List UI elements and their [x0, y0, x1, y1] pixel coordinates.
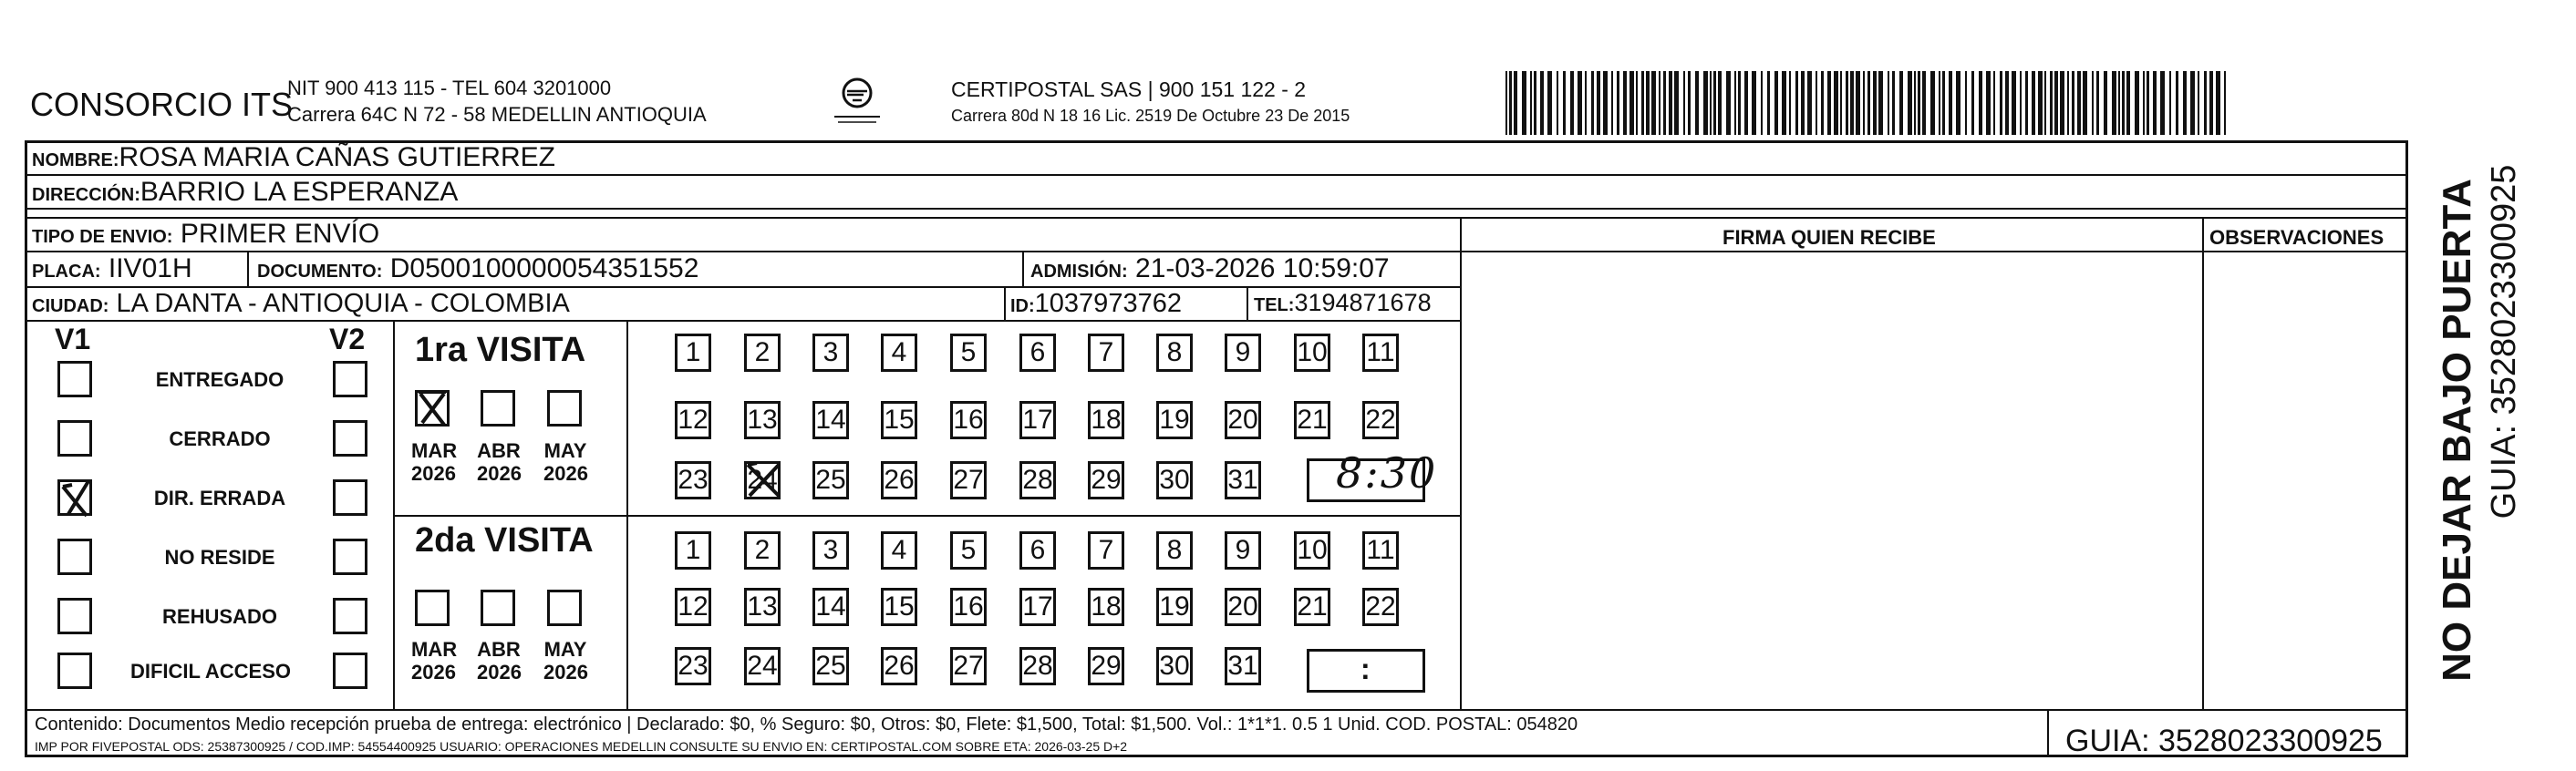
- month-checkbox[interactable]: [547, 390, 582, 427]
- barcode-bar: [1939, 71, 1940, 135]
- barcode-bar: [1663, 71, 1666, 135]
- barcode-bar: [1752, 71, 1756, 135]
- barcode-bar: [1922, 71, 1926, 135]
- barcode-bar: [1821, 71, 1824, 135]
- barcode: [1505, 71, 2230, 135]
- day-box[interactable]: 24: [744, 647, 781, 685]
- company-nit: NIT 900 413 115 - TEL 604 3201000: [287, 77, 612, 99]
- barcode-bar: [2050, 71, 2053, 135]
- barcode-bar: [1585, 71, 1587, 135]
- placa-value: IIV01H: [108, 253, 192, 283]
- barcode-bar: [1530, 71, 1532, 135]
- day-box[interactable]: 1: [675, 531, 711, 570]
- barcode-bar: [1846, 71, 1848, 135]
- id-label: ID:: [1010, 296, 1035, 316]
- barcode-bar: [1534, 71, 1536, 135]
- day-box[interactable]: 31: [1225, 461, 1261, 499]
- barcode-bar: [2005, 71, 2009, 135]
- barcode-bar: [2183, 71, 2187, 135]
- day-box[interactable]: 20: [1225, 588, 1261, 626]
- barcode-bar: [1899, 71, 1903, 135]
- footer-guia: GUIA: 3528023300925: [2065, 724, 2383, 758]
- barcode-bar: [1718, 71, 1722, 135]
- barcode-bar: [1744, 71, 1748, 135]
- day-box[interactable]: 22: [1362, 401, 1399, 439]
- certipostal-name: CERTIPOSTAL SAS | 900 151 122 - 2: [951, 77, 1307, 101]
- tel-value: 3194871678: [1294, 289, 1432, 316]
- day-box[interactable]: 11: [1362, 531, 1399, 570]
- day-box[interactable]: 15: [881, 588, 917, 626]
- firma-header: FIRMA QUIEN RECIBE: [1723, 226, 1936, 249]
- barcode-bar: [1611, 71, 1613, 135]
- ciudad-value: LA DANTA - ANTIOQUIA - COLOMBIA: [116, 289, 570, 318]
- v2-checkbox[interactable]: [333, 598, 367, 634]
- day-box[interactable]: 15: [881, 401, 917, 439]
- barcode-bar: [1979, 71, 1982, 135]
- footer-contenido: Contenido: Documentos Medio recepción prueba de entrega: electrónico | Declarado: $0, % Seguro: $0, Otros: $0, Flete: $1,500, Total: $1,500. Vol.: 1*1*1. 0.5 1 Unid. COD. POSTAL: 054820: [35, 714, 1578, 735]
- day-box[interactable]: 6: [1019, 531, 1056, 570]
- barcode-bar: [1827, 71, 1831, 135]
- day-box[interactable]: 16: [950, 588, 987, 626]
- barcode-bar: [1956, 71, 1960, 135]
- tipo-row: [32, 221, 379, 248]
- month-checkbox[interactable]: [415, 590, 450, 626]
- day-box[interactable]: 24: [744, 461, 781, 499]
- barcode-bar: [2067, 71, 2069, 135]
- barcode-bar: [1867, 71, 1870, 135]
- status-label: DIR. ERRADA: [153, 487, 286, 509]
- certipostal-logo: [825, 75, 889, 126]
- day-box[interactable]: 25: [812, 647, 849, 685]
- barcode-bar: [1726, 71, 1731, 135]
- barcode-bar: [2176, 71, 2178, 135]
- barcode-bar: [1834, 71, 1838, 135]
- barcode-bar: [1888, 71, 1889, 135]
- day-box[interactable]: 9: [1225, 334, 1261, 372]
- barcode-bar: [2169, 71, 2171, 135]
- barcode-bar: [1683, 71, 1685, 135]
- barcode-bar: [1734, 71, 1736, 135]
- day-box[interactable]: 8: [1156, 531, 1193, 570]
- day-box[interactable]: 8: [1156, 334, 1193, 372]
- check-mark-icon: [744, 461, 784, 504]
- day-box[interactable]: 11: [1362, 334, 1399, 372]
- observaciones-header: OBSERVACIONES: [2209, 226, 2385, 249]
- barcode-bar: [1801, 71, 1805, 135]
- barcode-bar: [1856, 71, 1860, 135]
- barcode-bar: [2060, 71, 2064, 135]
- barcode-bar: [1505, 71, 1507, 135]
- day-box[interactable]: 4: [881, 334, 917, 372]
- day-box[interactable]: 18: [1088, 401, 1124, 439]
- handwritten-time: 8:30: [1336, 448, 1438, 498]
- placa-label: PLACA:: [32, 262, 101, 282]
- barcode-bar: [1623, 71, 1627, 135]
- barcode-bar: [1578, 71, 1582, 135]
- v2-label: V2: [329, 323, 366, 355]
- barcode-bar: [1840, 71, 1842, 135]
- v2-checkbox[interactable]: [333, 539, 367, 575]
- barcode-bar: [1767, 71, 1770, 135]
- nombre-label: NOMBRE:: [32, 150, 119, 170]
- barcode-bar: [1965, 71, 1967, 135]
- barcode-bar: [1651, 71, 1656, 135]
- day-box[interactable]: 30: [1156, 647, 1193, 685]
- barcode-bar: [2160, 71, 2165, 135]
- barcode-bar: [2000, 71, 2002, 135]
- company-name: CONSORCIO ITS: [30, 86, 294, 123]
- barcode-bar: [1641, 71, 1644, 135]
- direccion-value: BARRIO LA ESPERANZA: [140, 177, 459, 207]
- day-box[interactable]: 16: [950, 401, 987, 439]
- barcode-bar: [1659, 71, 1660, 135]
- barcode-bar: [1557, 71, 1558, 135]
- barcode-bar: [2198, 71, 2199, 135]
- status-label: NO RESIDE: [164, 546, 275, 569]
- tel-row: [1254, 291, 1432, 315]
- status-label: CERRADO: [169, 427, 271, 450]
- barcode-bar: [1930, 71, 1935, 135]
- day-box[interactable]: 29: [1088, 647, 1124, 685]
- day-box[interactable]: 29: [1088, 461, 1124, 499]
- day-box[interactable]: 28: [1019, 647, 1056, 685]
- documento-value: D0500100000054351552: [389, 253, 699, 283]
- barcode-bar: [1674, 71, 1679, 135]
- v1-checkbox[interactable]: [57, 539, 92, 575]
- barcode-bar: [2038, 71, 2043, 135]
- day-box[interactable]: 5: [950, 531, 987, 570]
- first-visit-title: 1ra VISITA: [415, 331, 586, 369]
- barcode-bar: [1695, 71, 1699, 135]
- day-box[interactable]: 19: [1156, 588, 1193, 626]
- barcode-bar: [1789, 71, 1791, 135]
- day-box[interactable]: 6: [1019, 334, 1056, 372]
- barcode-bar: [1646, 71, 1650, 135]
- day-box[interactable]: 12: [675, 588, 711, 626]
- v2-checkbox[interactable]: [333, 479, 367, 516]
- time-placeholder: :: [1360, 653, 1371, 685]
- barcode-bar: [1603, 71, 1608, 135]
- v1-checkbox[interactable]: [57, 361, 92, 397]
- day-box[interactable]: 9: [1225, 531, 1261, 570]
- day-box[interactable]: 2: [744, 334, 781, 372]
- month-label: ABR 2026: [477, 439, 522, 486]
- v1-checkbox[interactable]: [57, 653, 92, 689]
- barcode-bar: [1908, 71, 1912, 135]
- barcode-bar: [1892, 71, 1895, 135]
- barcode-bar: [1795, 71, 1798, 135]
- v1-checkbox[interactable]: [57, 420, 92, 457]
- ciudad-row: [32, 291, 570, 317]
- day-box[interactable]: 30: [1156, 461, 1193, 499]
- barcode-bar: [2190, 71, 2195, 135]
- barcode-bar: [2096, 71, 2099, 135]
- barcode-bar: [1597, 71, 1600, 135]
- barcode-bar: [1914, 71, 1916, 135]
- barcode-bar: [1816, 71, 1817, 135]
- barcode-bar: [1570, 71, 1574, 135]
- barcode-bar: [2143, 71, 2145, 135]
- month-label: MAY 2026: [543, 439, 588, 486]
- ciudad-label: CIUDAD:: [32, 296, 109, 316]
- day-box[interactable]: 7: [1088, 334, 1124, 372]
- day-box[interactable]: 25: [812, 461, 849, 499]
- barcode-bar: [1986, 71, 1991, 135]
- day-box[interactable]: 1: [675, 334, 711, 372]
- barcode-bar: [2083, 71, 2087, 135]
- barcode-bar: [2077, 71, 2081, 135]
- v1-label: V1: [55, 323, 91, 355]
- barcode-bar: [2032, 71, 2035, 135]
- tipo-value: PRIMER ENVÍO: [180, 219, 380, 249]
- month-checkbox[interactable]: [481, 390, 515, 427]
- day-box[interactable]: 14: [812, 588, 849, 626]
- barcode-bar: [2020, 71, 2022, 135]
- id-row: [1010, 291, 1182, 317]
- barcode-bar: [2209, 71, 2213, 135]
- v2-checkbox[interactable]: [333, 420, 367, 457]
- admision-value: 21-03-2026 10:59:07: [1135, 253, 1390, 283]
- barcode-bar: [1774, 71, 1778, 135]
- barcode-bar: [1636, 71, 1638, 135]
- barcode-bar: [1509, 71, 1512, 135]
- nombre-row: [32, 144, 555, 171]
- day-box[interactable]: 23: [675, 461, 711, 499]
- barcode-bar: [2025, 71, 2028, 135]
- barcode-bar: [2147, 71, 2149, 135]
- direccion-row: [32, 179, 458, 206]
- day-box[interactable]: 3: [812, 531, 849, 570]
- barcode-bar: [1807, 71, 1812, 135]
- day-box[interactable]: 14: [812, 401, 849, 439]
- second-visit-title: 2da VISITA: [415, 521, 594, 560]
- barcode-bar: [1761, 71, 1763, 135]
- status-label: ENTREGADO: [155, 368, 284, 391]
- day-box[interactable]: 12: [675, 401, 711, 439]
- day-box[interactable]: 3: [812, 334, 849, 372]
- barcode-bar: [2092, 71, 2094, 135]
- barcode-bar: [2072, 71, 2074, 135]
- day-box[interactable]: 10: [1294, 334, 1330, 372]
- barcode-bar: [2044, 71, 2046, 135]
- placa-row: [32, 255, 192, 283]
- barcode-bar: [2126, 71, 2130, 135]
- barcode-bar: [1591, 71, 1594, 135]
- barcode-bar: [1710, 71, 1712, 135]
- barcode-bar: [1878, 71, 1883, 135]
- barcode-bar: [2012, 71, 2016, 135]
- tel-label: TEL:: [1254, 295, 1295, 315]
- footer-imp: IMP POR FIVEPOSTAL ODS: 25387300925 / COD.IMP: 54554400925 USUARIO: OPERACIONES MEDELLIN CONSULTE SU ENVIO EN: CERTIPOSTAL.COM SOBRE ETA: 2026-03-25 D+2: [35, 739, 1128, 754]
- barcode-bar: [1514, 71, 1517, 135]
- day-box[interactable]: 13: [744, 401, 781, 439]
- barcode-bar: [1971, 71, 1974, 135]
- barcode-bar: [1863, 71, 1865, 135]
- day-box[interactable]: 27: [950, 461, 987, 499]
- side-guia: GUIA: 3528023300925: [2485, 164, 2523, 519]
- day-box[interactable]: 31: [1225, 647, 1261, 685]
- barcode-bar: [1942, 71, 1945, 135]
- status-label: DIFICIL ACCESO: [129, 660, 291, 683]
- barcode-bar: [1540, 71, 1544, 135]
- direccion-label: DIRECCIÓN:: [32, 185, 140, 205]
- barcode-bar: [2112, 71, 2116, 135]
- nombre-value: ROSA MARIA CAÑAS GUTIERREZ: [119, 142, 555, 172]
- barcode-bar: [1738, 71, 1741, 135]
- day-box[interactable]: 22: [1362, 588, 1399, 626]
- day-box[interactable]: 18: [1088, 588, 1124, 626]
- barcode-bar: [2153, 71, 2157, 135]
- day-box[interactable]: 19: [1156, 401, 1193, 439]
- check-mark-icon: [413, 386, 453, 435]
- barcode-bar: [1563, 71, 1566, 135]
- barcode-bar: [1918, 71, 1920, 135]
- v1-checkbox[interactable]: [57, 598, 92, 634]
- day-box[interactable]: 20: [1225, 401, 1261, 439]
- day-box[interactable]: 27: [950, 647, 987, 685]
- documento-row: [257, 255, 698, 283]
- barcode-bar: [1850, 71, 1854, 135]
- month-label: ABR 2026: [477, 638, 522, 684]
- barcode-bar: [1617, 71, 1619, 135]
- day-box[interactable]: 5: [950, 334, 987, 372]
- barcode-bar: [1547, 71, 1552, 135]
- check-mark-icon: [57, 476, 98, 524]
- month-label: MAR 2026: [411, 439, 458, 486]
- barcode-bar: [1669, 71, 1672, 135]
- day-box[interactable]: 10: [1294, 531, 1330, 570]
- barcode-bar: [1703, 71, 1708, 135]
- day-box[interactable]: 17: [1019, 588, 1056, 626]
- day-box[interactable]: 4: [881, 531, 917, 570]
- barcode-bar: [2122, 71, 2125, 135]
- month-label: MAR 2026: [411, 638, 458, 684]
- day-box[interactable]: 21: [1294, 588, 1330, 626]
- barcode-bar: [1688, 71, 1691, 135]
- form-frame: [25, 140, 2408, 757]
- admision-label: ADMISIÓN:: [1030, 262, 1128, 282]
- certipostal-license: Carrera 80d N 18 16 Lic. 2519 De Octubre 23 De 2015: [951, 107, 1350, 125]
- barcode-bar: [1713, 71, 1716, 135]
- v2-checkbox[interactable]: [333, 653, 367, 689]
- side-warning: NO DEJAR BAJO PUERTA: [2435, 179, 2479, 682]
- barcode-bar: [2216, 71, 2220, 135]
- day-box[interactable]: 7: [1088, 531, 1124, 570]
- barcode-bar: [1873, 71, 1877, 135]
- barcode-bar: [2104, 71, 2107, 135]
- month-label: MAY 2026: [543, 638, 588, 684]
- month-checkbox[interactable]: [547, 590, 582, 626]
- day-box[interactable]: 23: [675, 647, 711, 685]
- day-box[interactable]: 26: [881, 647, 917, 685]
- barcode-bar: [2204, 71, 2207, 135]
- day-box[interactable]: 13: [744, 588, 781, 626]
- company-address: Carrera 64C N 72 - 58 MEDELLIN ANTIOQUIA: [287, 103, 707, 126]
- day-box[interactable]: 26: [881, 461, 917, 499]
- barcode-bar: [2054, 71, 2058, 135]
- barcode-bar: [2118, 71, 2120, 135]
- barcode-bar: [1993, 71, 1995, 135]
- day-box[interactable]: 21: [1294, 401, 1330, 439]
- day-box[interactable]: 17: [1019, 401, 1056, 439]
- day-box[interactable]: 2: [744, 531, 781, 570]
- id-value: 1037973762: [1034, 289, 1182, 318]
- barcode-bar: [2135, 71, 2139, 135]
- documento-label: DOCUMENTO:: [257, 262, 383, 282]
- barcode-bar: [1782, 71, 1786, 135]
- v2-checkbox[interactable]: [333, 361, 367, 397]
- tipo-label: TIPO DE ENVIO:: [32, 227, 173, 247]
- barcode-bar: [2224, 71, 2226, 135]
- month-checkbox[interactable]: [481, 590, 515, 626]
- admision-row: [1030, 255, 1390, 283]
- barcode-bar: [1522, 71, 1526, 135]
- status-label: REHUSADO: [162, 605, 277, 628]
- barcode-bar: [1949, 71, 1952, 135]
- day-box[interactable]: 28: [1019, 461, 1056, 499]
- barcode-bar: [1629, 71, 1634, 135]
